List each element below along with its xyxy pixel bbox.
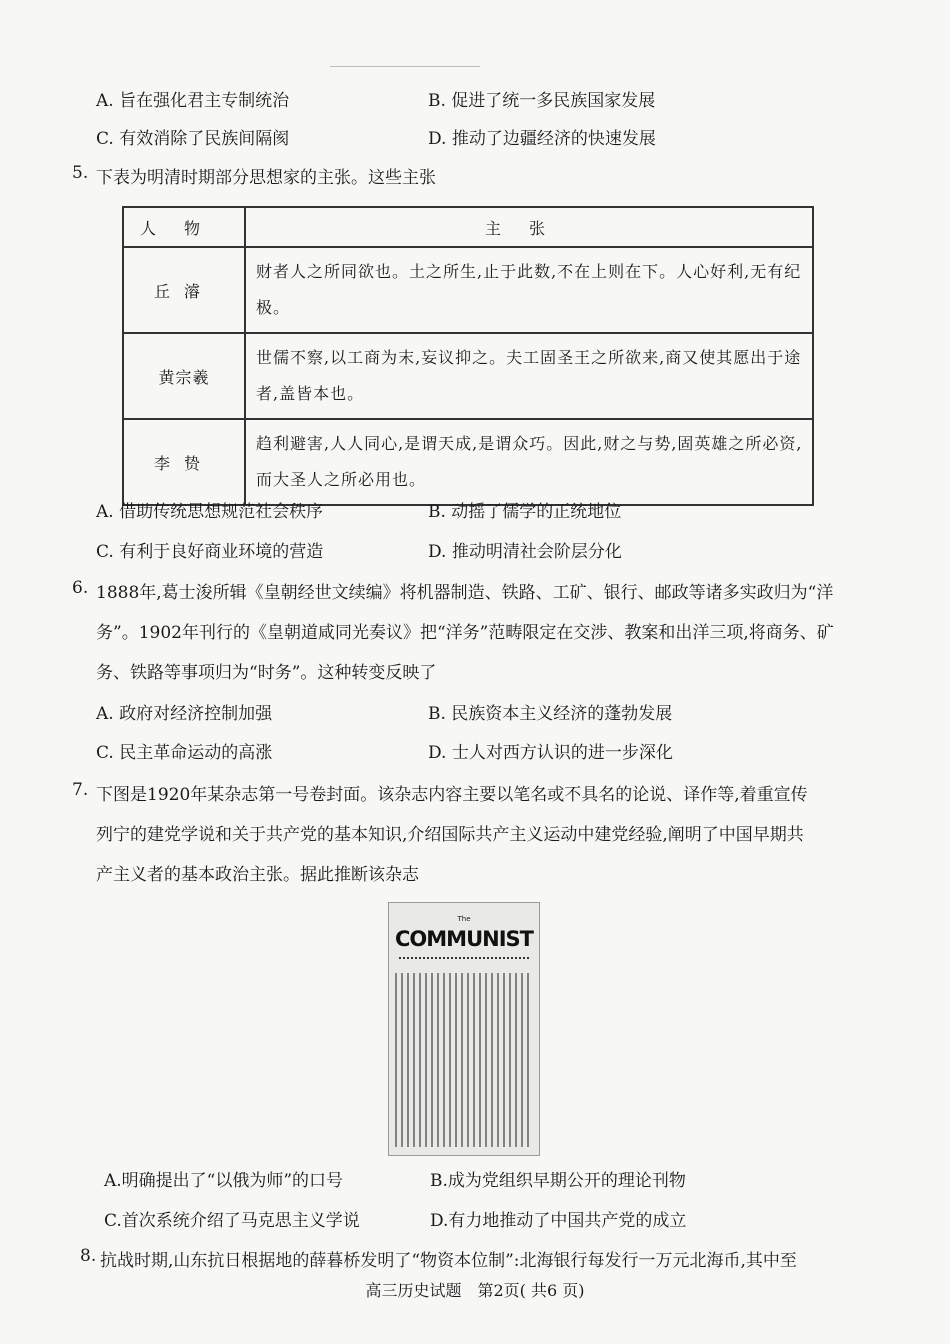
page-footer: 高三历史试题 第2页( 共6 页) <box>365 1281 585 1300</box>
q8-number: 8. <box>80 1246 97 1266</box>
q5-option-d: D. 推动明清社会阶层分化 <box>428 542 622 562</box>
table-header-claim: 主张 <box>245 207 813 247</box>
q7-option-b: B.成为党组织早期公开的理论刊物 <box>430 1171 686 1191</box>
q6-number: 6. <box>72 578 89 598</box>
q5-option-a: A. 借助传统思想规范社会秩序 <box>96 502 324 522</box>
q4-option-d: D. 推动了边疆经济的快速发展 <box>428 129 656 149</box>
cover-title: COMMUNIST <box>395 927 533 951</box>
q4-option-b: B. 促进了统一多民族国家发展 <box>428 91 656 111</box>
q7-option-a: A.明确提出了“以俄为师”的口号 <box>104 1171 344 1191</box>
table-row <box>123 333 813 419</box>
table-claim: 世儒不察,以工商为末,妄议抑之。夫工固圣王之所欲来,商又使其愿出于途者,盖皆本也。 <box>245 333 813 419</box>
cover-small-text: The <box>457 915 471 923</box>
q6-option-b: B. 民族资本主义经济的蓬勃发展 <box>428 704 673 724</box>
q5-number: 5. <box>72 163 89 183</box>
thinkers-table <box>122 206 814 506</box>
table-header-person: 人物 <box>123 207 245 247</box>
q7-line-1: 下图是1920年某杂志第一号卷封面。该杂志内容主要以笔名或不具名的论说、译作等,着重宣传 <box>96 785 808 805</box>
q7-option-c: C.首次系统介绍了马克思主义学说 <box>104 1211 360 1231</box>
table-row <box>123 247 813 333</box>
q4-option-c: C. 有效消除了民族间隔阂 <box>96 129 290 149</box>
table-claim: 财者人之所同欲也。土之所生,止于此数,不在上则在下。人心好利,无有纪极。 <box>245 247 813 333</box>
table-person: 李贽 <box>123 419 245 505</box>
q7-number: 7. <box>72 780 89 800</box>
q7-line-2: 列宁的建党学说和关于共产党的基本知识,介绍国际共产主义运动中建党经验,阐明了中国早期共 <box>96 825 804 845</box>
q8-line-1: 抗战时期,山东抗日根据地的薛暮桥发明了“物资本位制”:北海银行每发行一万元北海币,其中至 <box>100 1251 797 1271</box>
q7-line-3: 产主义者的基本政治主张。据此推断该杂志 <box>96 865 419 885</box>
q5-option-b: B. 动摇了儒学的正统地位 <box>428 502 622 522</box>
table-claim: 趋利避害,人人同心,是谓天成,是谓众巧。因此,财之与势,固英雄之所必资,而大圣人之所必用也。 <box>245 419 813 505</box>
table-row <box>123 419 813 505</box>
cover-subtitle-rule <box>399 957 529 965</box>
magazine-cover-image <box>388 902 540 1156</box>
q5-option-c: C. 有利于良好商业环境的营造 <box>96 542 324 562</box>
divider-line <box>330 66 480 67</box>
q6-option-c: C. 民主革命运动的高涨 <box>96 743 273 763</box>
q7-option-d: D.有力地推动了中国共产党的成立 <box>430 1211 687 1231</box>
q6-line-3: 务、铁路等事项归为“时务”。这种转变反映了 <box>96 663 437 683</box>
table-person: 黄宗羲 <box>123 333 245 419</box>
table-person: 丘濬 <box>123 247 245 333</box>
q6-line-1: 1888年,葛士浚所辑《皇朝经世文续编》将机器制造、铁路、工矿、银行、邮政等诸多实政归为“洋 <box>96 583 834 603</box>
cover-text-block <box>395 973 533 1147</box>
q5-stem: 下表为明清时期部分思想家的主张。这些主张 <box>96 168 436 188</box>
q6-line-2: 务”。1902年刊行的《皇朝道咸同光奏议》把“洋务”范畴限定在交涉、教案和出洋三项,将商务、矿 <box>96 623 834 643</box>
q6-option-d: D. 士人对西方认识的进一步深化 <box>428 743 673 763</box>
q4-option-a: A. 旨在强化君主专制统治 <box>96 91 290 111</box>
q6-option-a: A. 政府对经济控制加强 <box>96 704 273 724</box>
